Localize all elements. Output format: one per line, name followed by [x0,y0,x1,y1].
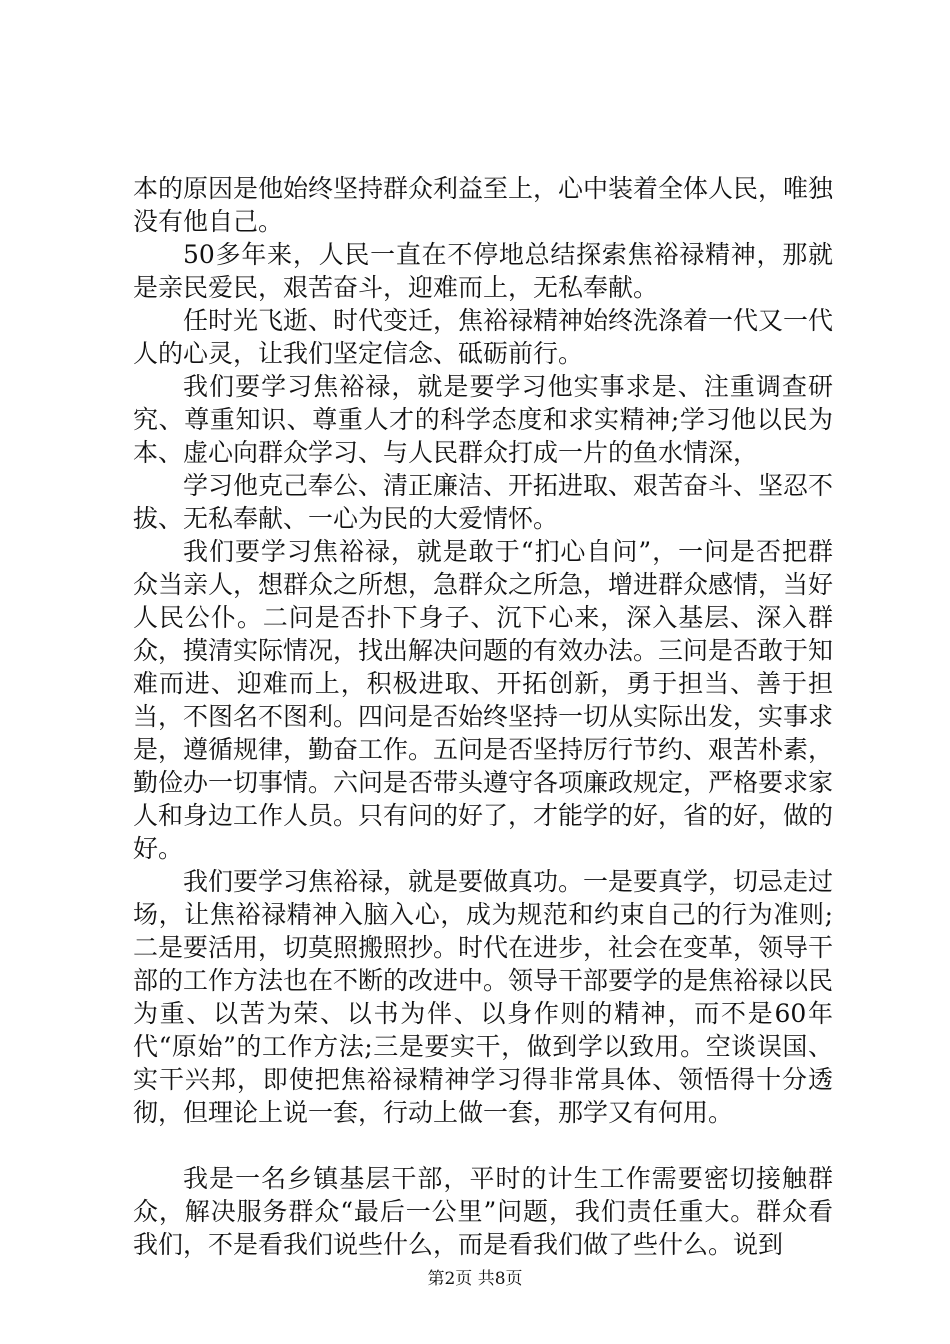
paragraph-3: 任时光飞逝、时代变迁，焦裕禄精神始终洗涤着一代又一代人的心灵，让我们坚定信念、砥砺前行。 [133,306,834,368]
document-body [133,172,833,1261]
page-footer: 第2页 共8页 [427,1269,523,1289]
paragraph-4: 我们要学习焦裕禄，就是要学习他实事求是、注重调查研究、尊重知识、尊重人才的科学态度和求实精神;学习他以民为本、虚心向群众学习、与人民群众打成一片的鱼水情深， [133,372,833,467]
paragraph-5: 学习他克己奉公、清正廉洁、开拓进取、艰苦奋斗、坚忍不拔、无私奉献、一心为民的大爱情怀。 [133,471,834,533]
paragraph-8: 我是一名乡镇基层干部，平时的计生工作需要密切接触群众，解决服务群众“最后一公里”问题，我们责任重大。群众看我们，不是看我们说些什么，而是看我们做了些什么。说到 [133,1164,833,1259]
paragraph-1: 本的原因是他始终坚持群众利益至上，心中装着全体人民，唯独没有他自己。 [133,174,834,236]
paragraph-7: 我们要学习焦裕禄，就是要做真功。一是要真学，切忌走过场，让焦裕禄精神入脑入心，成为规范和约束自己的行为准则;二是要活用，切莫照搬照抄。时代在进步，社会在变革，领导干部的工作方法也在不断的改进中。领导干部要学的是焦裕禄以民为重、以苦为荣、以书为伴、以身作则的精神，而不是60年代“原始”的工作方法;三是要实干，做到学以致用。空谈误国、实干兴邦，即使把焦裕禄精神学习得非常具体、领悟得十分透彻，但理论上说一套，行动上做一套，那学又有何用。 [133,867,834,1127]
paragraph-6: 我们要学习焦裕禄，就是敢于“扪心自问”，一问是否把群众当亲人，想群众之所想，急群众之所急，增进群众感情，当好人民公仆。二问是否扑下身子、沉下心来，深入基层、深入群众，摸清实际情况，找出解决问题的有效办法。三问是否敢于知难而进、迎难而上，积极进取、开拓创新，勇于担当、善于担当，不图名不图利。四问是否始终坚持一切从实际出发，实事求是，遵循规律，勤奋工作。五问是否坚持厉行节约、艰苦朴素，勤俭办一切事情。六问是否带头遵守各项廉政规定，严格要求家人和身边工作人员。只有问的好了，才能学的好，省的好，做的好。 [133,537,834,863]
paragraph-2: 50多年来，人民一直在不停地总结探索焦裕禄精神，那就是亲民爱民，艰苦奋斗，迎难而上，无私奉献。 [133,240,833,302]
